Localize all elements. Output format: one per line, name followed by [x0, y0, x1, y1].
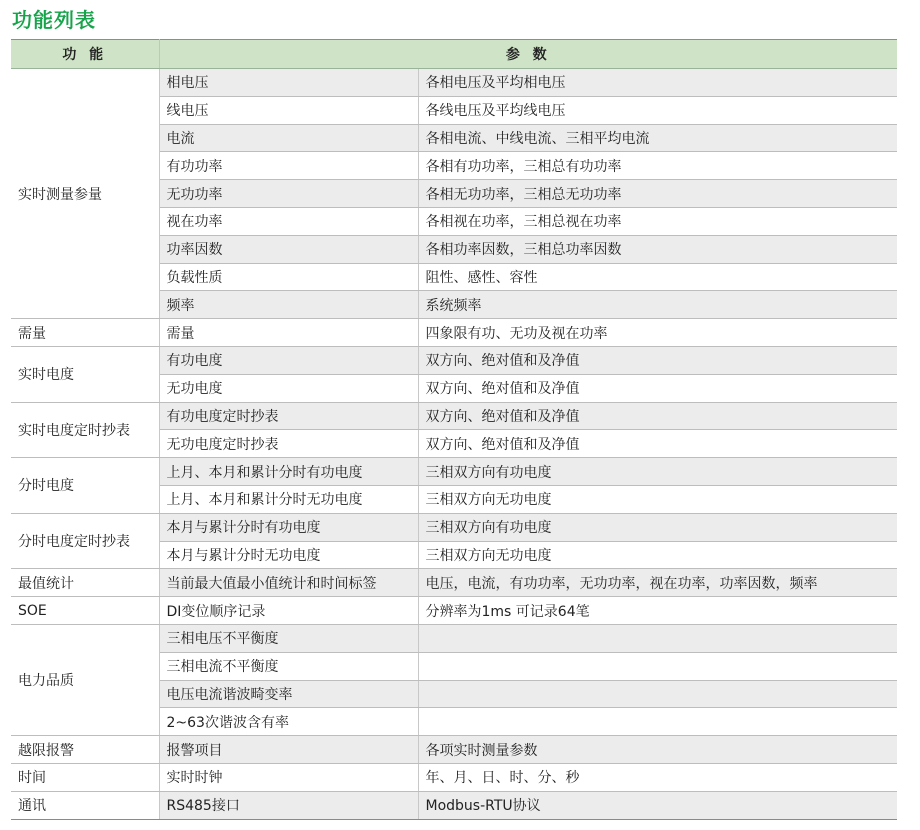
function-item-cell: 负载性质 — [159, 263, 418, 291]
parameter-cell — [418, 708, 897, 736]
parameter-cell: 双方向、绝对值和及净值 — [418, 430, 897, 458]
parameter-cell: 系统频率 — [418, 291, 897, 319]
table-row — [11, 346, 897, 374]
header-function: 功 能 — [11, 40, 159, 69]
function-item-cell: 电压电流谐波畸变率 — [159, 680, 418, 708]
function-item-cell: 有功电度定时抄表 — [159, 402, 418, 430]
function-item-cell: 上月、本月和累计分时有功电度 — [159, 458, 418, 486]
function-name-cell: 时间 — [11, 763, 159, 791]
function-item-cell: 2~63次谐波含有率 — [159, 708, 418, 736]
parameter-cell: 三相双方向有功电度 — [418, 458, 897, 486]
table-row — [11, 513, 897, 541]
function-item-cell: 功率因数 — [159, 235, 418, 263]
function-item-cell: DI变位顺序记录 — [159, 597, 418, 625]
function-item-cell: 上月、本月和累计分时无功电度 — [159, 485, 418, 513]
function-table — [11, 39, 897, 820]
parameter-cell: 各相视在功率，三相总视在功率 — [418, 207, 897, 235]
parameter-cell — [418, 652, 897, 680]
function-name-cell: 分时电度定时抄表 — [11, 513, 159, 569]
parameter-cell: 年、月、日、时、分、秒 — [418, 763, 897, 791]
table-row — [11, 569, 897, 597]
function-item-cell: 无功功率 — [159, 180, 418, 208]
table-row — [11, 402, 897, 430]
table-row — [11, 597, 897, 625]
parameter-cell: 分辨率为1ms 可记录64笔 — [418, 597, 897, 625]
function-name-cell: SOE — [11, 597, 159, 625]
table-row — [11, 319, 897, 347]
function-item-cell: 本月与累计分时无功电度 — [159, 541, 418, 569]
parameter-cell: 三相双方向无功电度 — [418, 541, 897, 569]
parameter-cell: 各相无功功率，三相总无功功率 — [418, 180, 897, 208]
function-item-cell: 无功电度定时抄表 — [159, 430, 418, 458]
parameter-cell: 电压，电流，有功功率，无功功率，视在功率，功率因数，频率 — [418, 569, 897, 597]
function-name-cell: 需量 — [11, 319, 159, 347]
parameter-cell: 各线电压及平均线电压 — [418, 96, 897, 124]
parameter-cell: 各相电流、中线电流、三相平均电流 — [418, 124, 897, 152]
function-item-cell: 频率 — [159, 291, 418, 319]
table-row — [11, 624, 897, 652]
function-name-cell: 实时电度定时抄表 — [11, 402, 159, 458]
table-row — [11, 791, 897, 819]
function-item-cell: 无功电度 — [159, 374, 418, 402]
parameter-cell: 各相功率因数，三相总功率因数 — [418, 235, 897, 263]
function-item-cell: 报警项目 — [159, 736, 418, 764]
function-name-cell: 最值统计 — [11, 569, 159, 597]
function-item-cell: 实时时钟 — [159, 763, 418, 791]
parameter-cell: 双方向、绝对值和及净值 — [418, 402, 897, 430]
parameter-cell — [418, 624, 897, 652]
function-name-cell: 分时电度 — [11, 458, 159, 514]
function-name-cell: 越限报警 — [11, 736, 159, 764]
parameter-cell: 双方向、绝对值和及净值 — [418, 374, 897, 402]
header-parameters: 参 数 — [159, 40, 897, 69]
parameter-cell: 四象限有功、无功及视在功率 — [418, 319, 897, 347]
page-title: 功能列表 — [12, 8, 96, 32]
table-row — [11, 69, 897, 97]
table-row — [11, 736, 897, 764]
function-item-cell: 三相电压不平衡度 — [159, 624, 418, 652]
function-item-cell: 视在功率 — [159, 207, 418, 235]
parameter-cell: 双方向、绝对值和及净值 — [418, 346, 897, 374]
table-header-row — [11, 40, 897, 69]
function-item-cell: 电流 — [159, 124, 418, 152]
table-body — [11, 69, 897, 820]
function-name-cell: 通讯 — [11, 791, 159, 819]
function-item-cell: 线电压 — [159, 96, 418, 124]
function-item-cell: 有功电度 — [159, 346, 418, 374]
parameter-cell — [418, 680, 897, 708]
parameter-cell: 各相电压及平均相电压 — [418, 69, 897, 97]
table-row — [11, 458, 897, 486]
function-name-cell: 实时测量参量 — [11, 69, 159, 319]
parameter-cell: 三相双方向有功电度 — [418, 513, 897, 541]
parameter-cell: 各相有功功率，三相总有功功率 — [418, 152, 897, 180]
function-item-cell: 当前最大值最小值统计和时间标签 — [159, 569, 418, 597]
parameter-cell: 三相双方向无功电度 — [418, 485, 897, 513]
function-item-cell: RS485接口 — [159, 791, 418, 819]
function-item-cell: 需量 — [159, 319, 418, 347]
parameter-cell: 阻性、感性、容性 — [418, 263, 897, 291]
function-name-cell: 电力品质 — [11, 624, 159, 735]
parameter-cell: 各项实时测量参数 — [418, 736, 897, 764]
parameter-cell: Modbus-RTU协议 — [418, 791, 897, 819]
function-item-cell: 有功功率 — [159, 152, 418, 180]
function-item-cell: 本月与累计分时有功电度 — [159, 513, 418, 541]
table-row — [11, 763, 897, 791]
function-item-cell: 相电压 — [159, 69, 418, 97]
function-item-cell: 三相电流不平衡度 — [159, 652, 418, 680]
function-name-cell: 实时电度 — [11, 346, 159, 402]
